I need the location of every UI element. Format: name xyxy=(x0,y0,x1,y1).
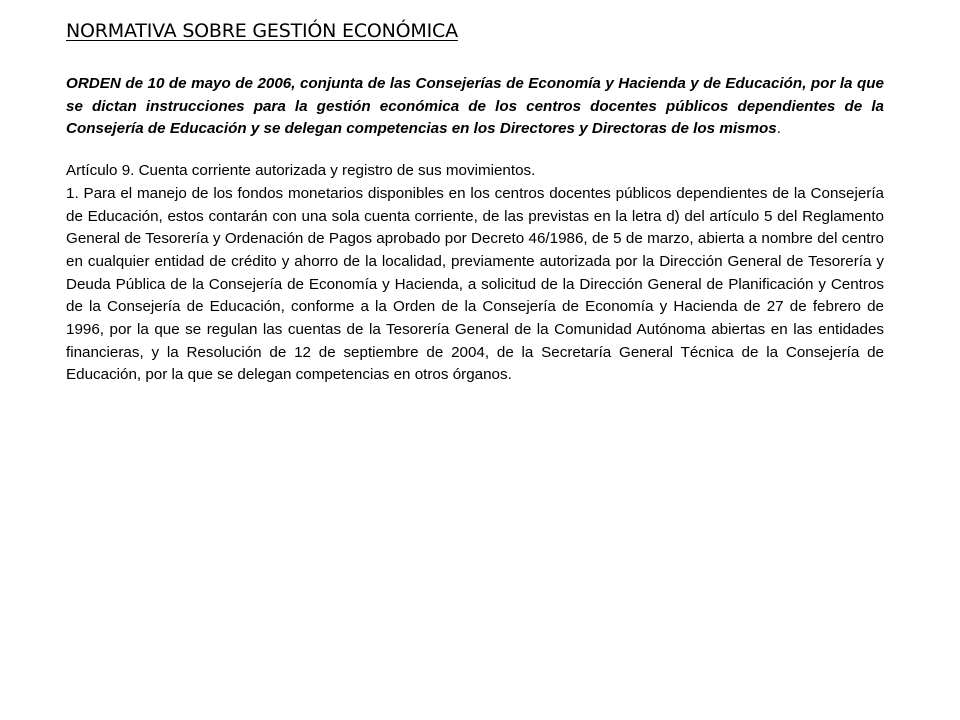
article-paragraph-1: 1. Para el manejo de los fondos monetarios disponibles en los centros docentes públicos dependientes de la Consejería de Educación, estos contarán con una sola cuenta corriente, de las previstas en la letra d) del artículo 5 del Reglamento General de Tesorería y Ordenación de Pagos aprobado por Decreto 46/1986, de 5 de marzo, abierta a nombre del centro en cualquier entidad de crédito y ahorro de la localidad, previamente autorizada por la Dirección General de Tesorería y Deuda Pública de la Consejería de Economía y Hacienda, a solicitud de la Dirección General de Planificación y Centros de la Consejería de Educación, conforme a la Orden de la Consejería de Economía y Hacienda de 27 de febrero de 1996, por la que se regulan las cuentas de la Tesorería General de la Comunidad Autónoma abiertas en las entidades financieras, y la Resolución de 12 de septiembre de 2004, de la Secretaría General Técnica de la Consejería de Educación, por la que se delegan competencias en otros órganos. xyxy=(66,184,884,384)
page-title: NORMATIVA SOBRE GESTIÓN ECONÓMICA xyxy=(66,20,458,42)
order-title-paragraph xyxy=(66,73,884,141)
article-heading: Artículo 9. Cuenta corriente autorizada y registro de sus movimientos. xyxy=(66,162,536,180)
order-title-period: . xyxy=(776,120,781,138)
document-body xyxy=(66,73,884,387)
paragraph-spacer xyxy=(66,141,884,160)
order-title: ORDEN de 10 de mayo de 2006, conjunta de las Consejerías de Economía y Hacienda y de Educación, por la que se dictan instrucciones para la gestión económica de los centros docentes públicos dependientes de la Consejería de Educación y se delegan competencias en los Directores y Directoras de los mismos xyxy=(66,75,884,138)
